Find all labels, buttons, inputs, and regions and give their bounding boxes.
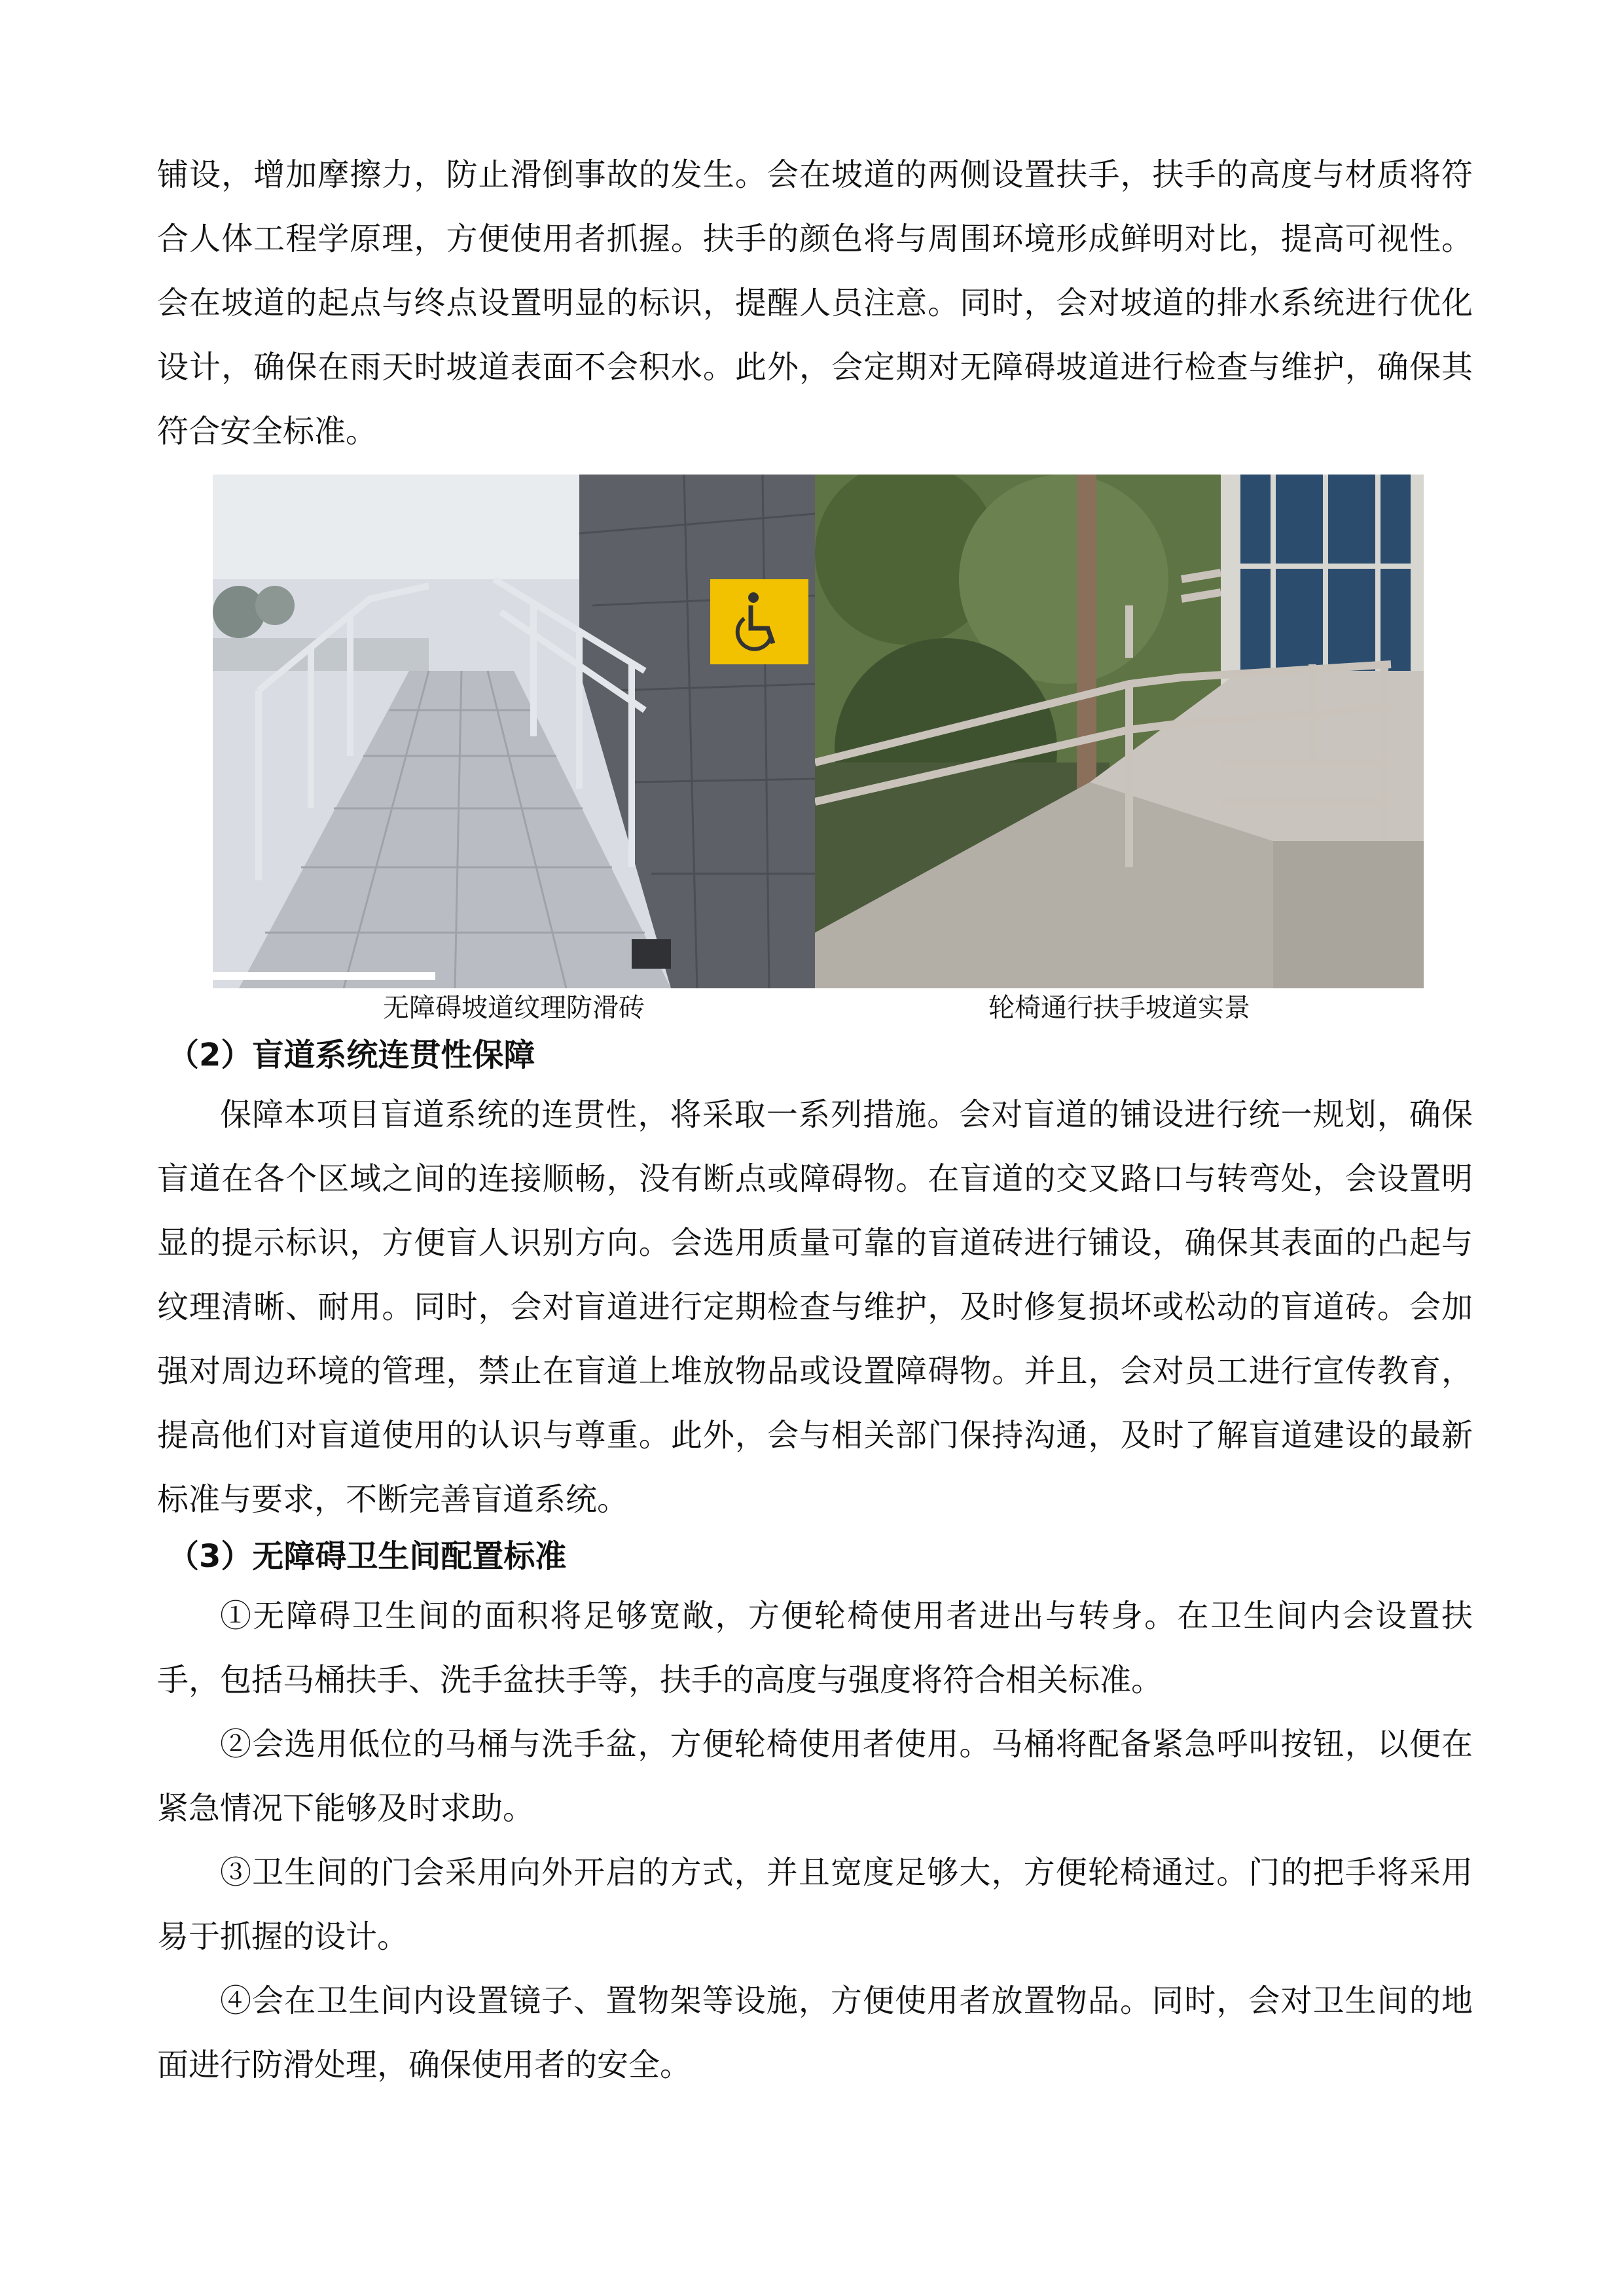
ramp-tiles-photo	[213, 475, 815, 988]
left-photo-caption: 无障碍坡道纹理防滑砖	[383, 993, 645, 1023]
intro-paragraph: 铺设，增加摩擦力，防止滑倒事故的发生。会在坡道的两侧设置扶手，扶手的高度与材质将符合人体工程学原理，方便使用者抓握。扶手的颜色将与周围环境形成鲜明对比，提高可视性。会在坡道的起点与终点设置明显的标识，提醒人员注意。同时，会对坡道的排水系统进行优化设计，确保在雨天时坡道表面不会积水。此外，会定期对无障碍坡道进行检查与维护，确保其符合安全标准。	[157, 156, 1473, 450]
right-photo-caption: 轮椅通行扶手坡道实景	[988, 993, 1250, 1023]
section2-body: 保障本项目盲道系统的连贯性，将采取一系列措施。会对盲道的铺设进行统一规划，确保盲道在各个区域之间的连接顺畅，没有断点或障碍物。在盲道的交叉路口与转弯处，会设置明显的提示标识，方便盲人识别方向。会选用质量可靠的盲道砖进行铺设，确保其表面的凸起与纹理清晰、耐用。同时，会对盲道进行定期检查与维护，及时修复损坏或松动的盲道砖。会加强对周边环境的管理，禁止在盲道上堆放物品或设置障碍物。并且，会对员工进行宣传教育，提高他们对盲道使用的认识与尊重。此外，会与相关部门保持沟通，及时了解盲道建设的最新标准与要求，不断完善盲道系统。	[157, 1096, 1473, 1518]
section3-item-2: ②会选用低位的马桶与洗手盆，方便轮椅使用者使用。马桶将配备紧急呼叫按钮，以便在紧急情况下能够及时求助。	[157, 1726, 1473, 1827]
section3-heading: （3）无障碍卫生间配置标准	[168, 1538, 567, 1575]
wheelchair-icon	[710, 579, 808, 664]
section3-item-1: ①无障碍卫生间的面积将足够宽敞，方便轮椅使用者进出与转身。在卫生间内会设置扶手，包括马桶扶手、洗手盆扶手等，扶手的高度与强度将符合相关标准。	[157, 1598, 1473, 1698]
section3-item-4: ④会在卫生间内设置镜子、置物架等设施，方便使用者放置物品。同时，会对卫生间的地面进行防滑处理，确保使用者的安全。	[157, 1982, 1473, 2083]
section3-item-3: ③卫生间的门会采用向外开启的方式，并且宽度足够大，方便轮椅通过。门的把手将采用易于抓握的设计。	[157, 1854, 1473, 1955]
section2-heading: （2）盲道系统连贯性保障	[168, 1037, 535, 1073]
handrail-ramp-photo	[815, 475, 1424, 988]
